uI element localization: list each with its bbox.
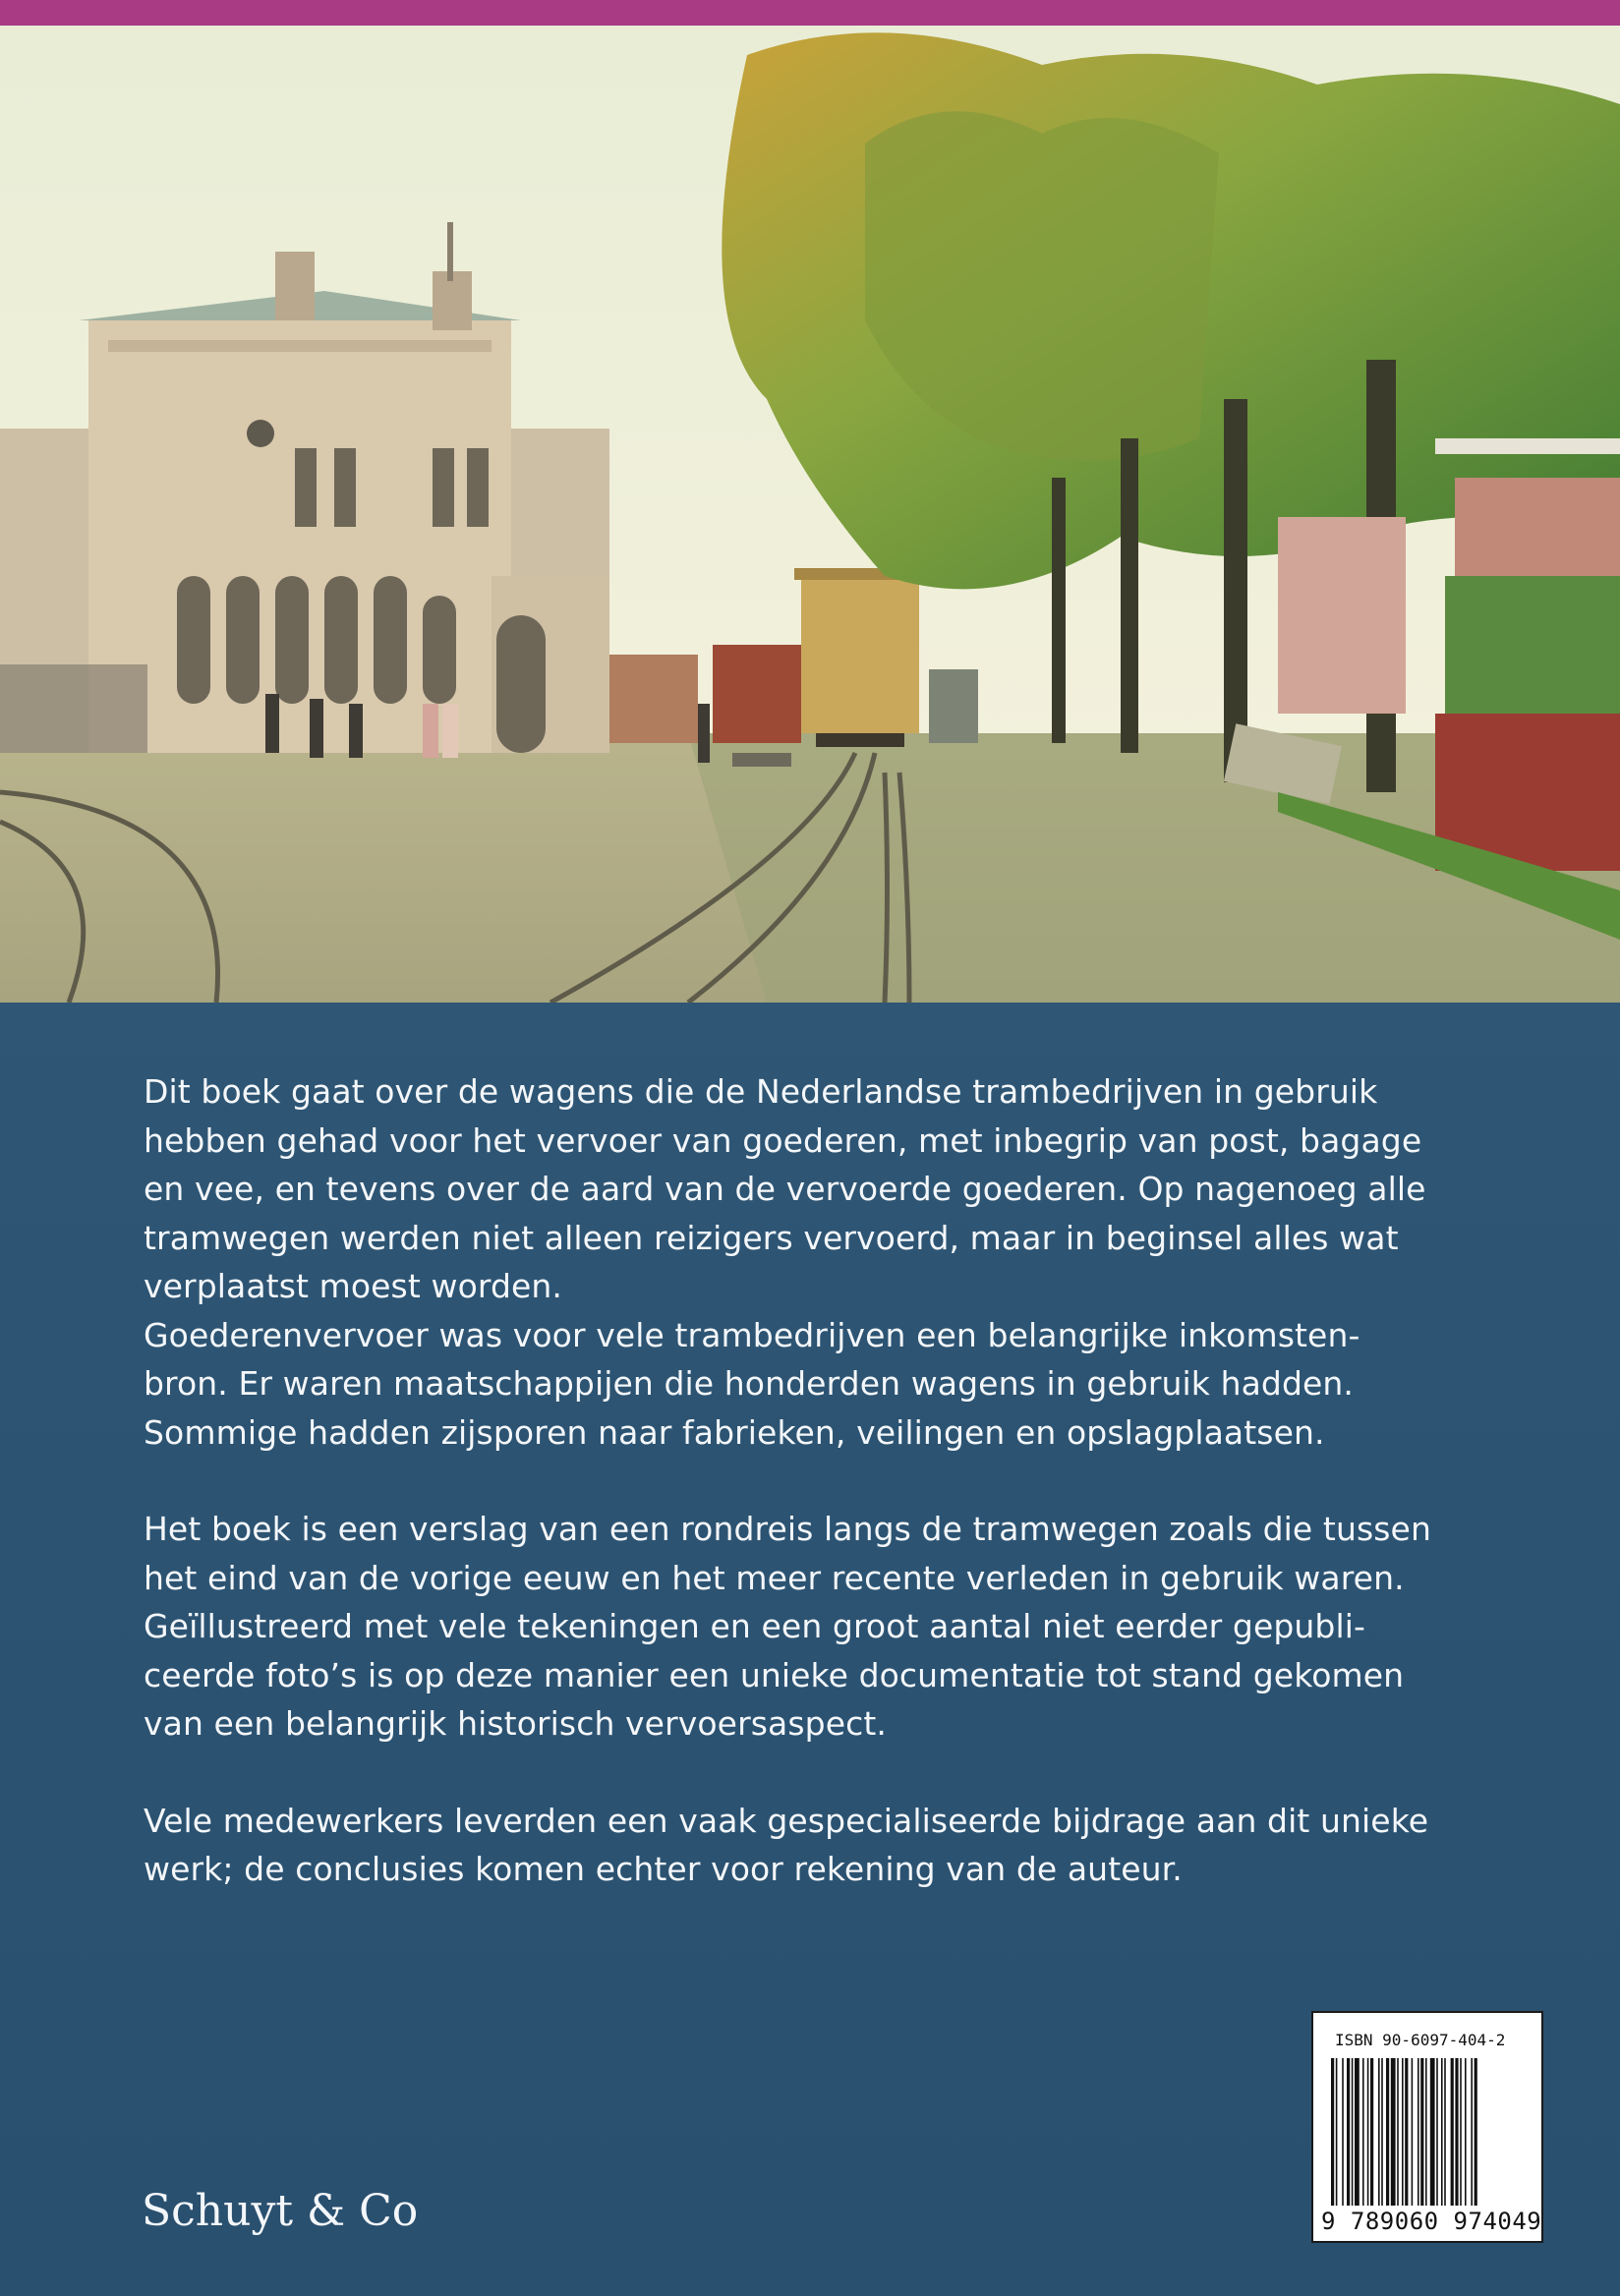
barcode-bar — [1386, 2058, 1389, 2206]
barcode-bar — [1367, 2058, 1369, 2206]
barcode-bar — [1465, 2058, 1467, 2206]
blurb-line: Sommige hadden zijsporen naar fabrieken, veilingen en opslagplaatsen. — [144, 1412, 1325, 1452]
barcode-bar — [1336, 2058, 1338, 2206]
barcode-bar — [1412, 2058, 1414, 2206]
postcard-illustration — [0, 26, 1620, 1003]
barcode-bar — [1342, 2058, 1344, 2206]
barcode-bar — [1331, 2058, 1334, 2206]
barcode-bar — [1352, 2058, 1354, 2206]
barcode-bar — [1397, 2058, 1399, 2206]
blurb-line: Dit boek gaat over de wagens die de Nederlandse trambedrijven in gebruik — [144, 1072, 1378, 1111]
blurb-line: en vee, en tevens over de aard van de vervoerde goederen. Op nagenoeg alle — [144, 1170, 1426, 1208]
barcode-bar — [1418, 2058, 1419, 2206]
barcode-bar — [1405, 2058, 1408, 2206]
barcode-bar — [1378, 2058, 1380, 2206]
blurb-line: werk; de conclusies komen echter voor rekening van de auteur. — [144, 1850, 1183, 1888]
barcode-bar — [1370, 2058, 1373, 2206]
accent-band — [0, 0, 1620, 26]
barcode-bar — [1362, 2058, 1364, 2206]
blurb-line: Goederenvervoer was voor vele trambedrijven een belangrijke inkomsten- — [144, 1315, 1360, 1354]
ean-digits: 9 789060 974049 — [1321, 2208, 1542, 2235]
isbn-label: ISBN 90-6097-404-2 — [1335, 2031, 1506, 2049]
blurb-paragraph-2 — [144, 1505, 1500, 1749]
barcode-bar — [1455, 2058, 1458, 2206]
publisher-logo: Schuyt & Co — [142, 2186, 419, 2236]
blurb-line: hebben gehad voor het vervoer van goederen, met inbegrip van post, bagage — [144, 1120, 1422, 1160]
blurb-paragraph-3 — [144, 1797, 1500, 1894]
barcode-bar — [1441, 2058, 1443, 2206]
barcode-bar — [1471, 2058, 1473, 2206]
barcode-bar — [1347, 2058, 1350, 2206]
barcode-bar — [1420, 2058, 1423, 2206]
blurb-line: ceerde foto’s is op deze manier een unieke documentatie tot stand gekomen — [144, 1655, 1405, 1694]
barcode-bar — [1451, 2058, 1454, 2206]
blurb-line: Vele medewerkers leverden een vaak gespecialiseerde bijdrage aan dit unieke — [144, 1801, 1429, 1840]
barcode-bar — [1444, 2058, 1446, 2206]
blurb-line: het eind van de vorige eeuw en het meer recente verleden in gebruik waren. — [144, 1558, 1405, 1597]
barcode-bar — [1475, 2058, 1477, 2206]
barcode-bar — [1355, 2058, 1360, 2206]
barcode-bar — [1460, 2058, 1462, 2206]
barcode-bar — [1430, 2058, 1435, 2206]
isbn-barcode — [1311, 2011, 1543, 2243]
blurb-line: bron. Er waren maatschappijen die honderden wagens in gebruik hadden. — [144, 1364, 1355, 1403]
barcode-bar — [1425, 2058, 1427, 2206]
blurb-line: van een belangrijk historisch vervoersaspect. — [144, 1704, 887, 1743]
cover-photo — [0, 26, 1620, 1003]
barcode-bar — [1381, 2058, 1383, 2206]
blurb-line: Geïllustreerd met vele tekeningen en een groot aantal niet eerder gepubli- — [144, 1607, 1366, 1645]
barcode-bars — [1331, 2058, 1528, 2206]
blurb-paragraph-1 — [144, 1067, 1500, 1457]
barcode-bar — [1436, 2058, 1438, 2206]
blurb-line: Het boek is een verslag van een rondreis langs de tramwegen zoals die tussen — [144, 1510, 1431, 1548]
blurb-text — [144, 1067, 1500, 1894]
barcode-bar — [1391, 2058, 1396, 2206]
barcode-bar — [1402, 2058, 1404, 2206]
blurb-line: verplaatst moest worden. — [144, 1267, 563, 1305]
blurb-line: tramwegen werden niet alleen reizigers vervoerd, maar in beginsel alles wat — [144, 1218, 1399, 1257]
